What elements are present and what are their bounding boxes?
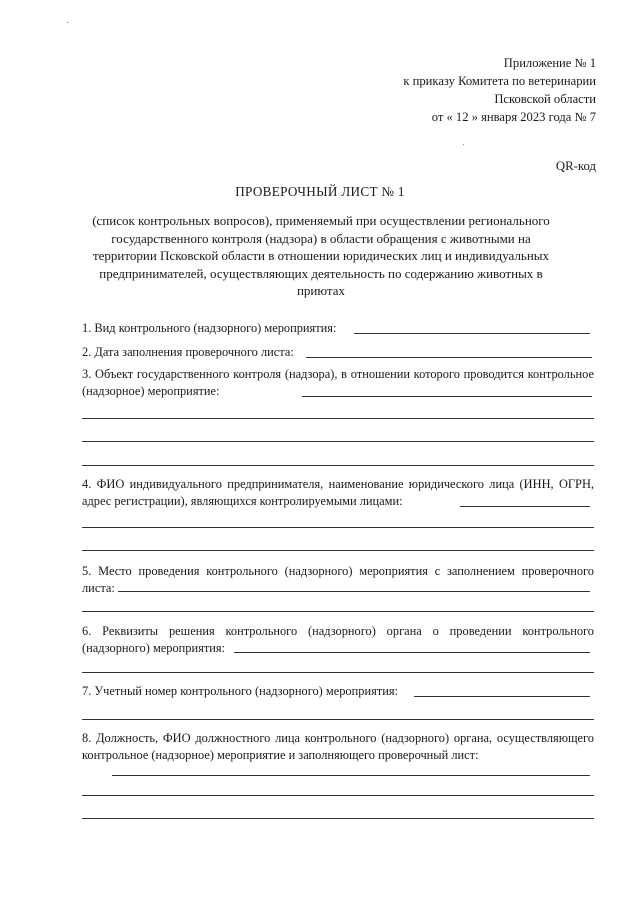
- fill-line[interactable]: [234, 652, 590, 653]
- fill-line[interactable]: [302, 396, 592, 397]
- document-subtitle: (список контрольных вопросов), применяемый при осуществлении регионального государственного контроля (надзора) в области обращения с животными на территории Псковской области в отношении юридических лиц и индивидуальных предпринимателей, осуществляющих деятельность по содержанию животных в приютах: [92, 213, 550, 299]
- field-label: 6. Реквизиты решения контрольного (надзорного) органа о проведении контрольного (надзорного) мероприятия:: [82, 624, 594, 655]
- document-title: ПРОВЕРОЧНЫЙ ЛИСТ № 1: [235, 184, 405, 199]
- appendix-line: Приложение № 1: [503, 56, 596, 70]
- fill-line[interactable]: [112, 775, 590, 776]
- fill-line[interactable]: [118, 591, 590, 592]
- field-label: 7. Учетный номер контрольного (надзорного) мероприятия:: [82, 684, 398, 698]
- fill-line[interactable]: [82, 719, 594, 720]
- field-label: 3. Объект государственного контроля (надзора), в отношении которого проводится контрольное (надзорное) мероприятие:: [82, 367, 594, 398]
- fill-line[interactable]: [82, 550, 594, 551]
- fill-line[interactable]: [82, 441, 594, 442]
- field-label: 5. Место проведения контрольного (надзорного) мероприятия с заполнением проверочного листа:: [82, 564, 594, 595]
- appendix-line: от « 12 » января 2023 года № 7: [431, 110, 596, 124]
- fill-line[interactable]: [306, 357, 592, 358]
- fill-line[interactable]: [82, 418, 594, 419]
- appendix-header: [403, 54, 596, 126]
- fill-line[interactable]: [82, 611, 594, 612]
- appendix-line: к приказу Комитета по ветеринарии: [403, 74, 596, 88]
- field-inspector: [82, 730, 594, 764]
- field-controlled-person: [82, 476, 594, 510]
- field-fill-date: [82, 344, 594, 361]
- fill-line[interactable]: [82, 527, 594, 528]
- appendix-line: Псковской области: [494, 92, 596, 106]
- field-label: 1. Вид контрольного (надзорного) мероприятия:: [82, 321, 337, 335]
- fill-line[interactable]: [82, 465, 594, 466]
- scan-mark: ·: [66, 18, 70, 29]
- field-label: 2. Дата заполнения проверочного листа:: [82, 345, 294, 359]
- qr-code-label: QR-код: [555, 159, 596, 173]
- fill-line[interactable]: [460, 506, 590, 507]
- field-label: 8. Должность, ФИО должностного лица контрольного (надзорного) органа, осуществляющего контрольное (надзорное) мероприятие и заполняющего проверочный лист:: [82, 731, 594, 762]
- fill-line[interactable]: [354, 333, 590, 334]
- fill-line[interactable]: [414, 696, 590, 697]
- scan-mark: ·: [462, 140, 466, 151]
- field-label: 4. ФИО индивидуального предпринимателя, наименование юридического лица (ИНН, ОГРН, адрес регистрации), являющихся контролируемыми лицами:: [82, 477, 594, 508]
- fill-line[interactable]: [82, 818, 594, 819]
- field-control-object: [82, 366, 594, 400]
- field-control-type: [82, 320, 594, 337]
- field-registration-number: [82, 683, 594, 700]
- fill-line[interactable]: [82, 672, 594, 673]
- fill-line[interactable]: [82, 795, 594, 796]
